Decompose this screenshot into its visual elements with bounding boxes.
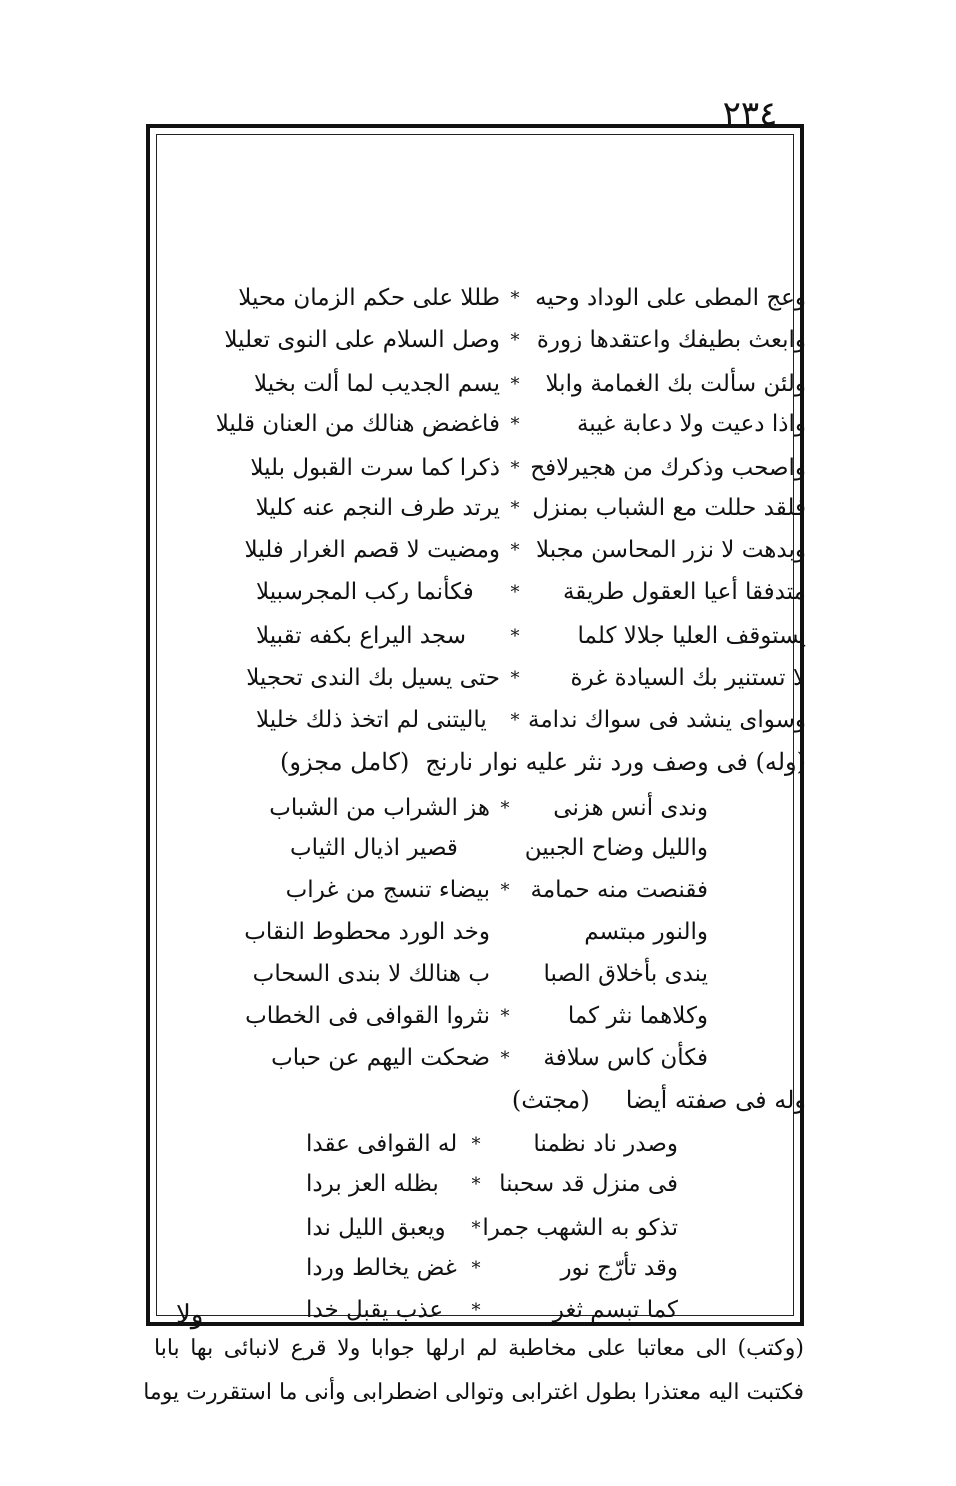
verse-left-hemistich: ضحكت اليهم عن حباب xyxy=(271,1045,490,1071)
verse-left-hemistich: ذكرا كما سرت القبول بليلا xyxy=(250,455,500,481)
prose-line xyxy=(143,1372,804,1412)
section-title: وله فى صفته أيضا xyxy=(625,1086,806,1114)
verse-line xyxy=(150,658,806,698)
verse-right-hemistich: فلقد حللت مع الشباب بمنزل xyxy=(532,495,806,521)
verse-right-hemistich: وابعث بطيفك واعتقدها زورة xyxy=(536,327,806,353)
verse-separator: * xyxy=(510,413,520,435)
verse-line xyxy=(150,912,800,952)
verse-left-hemistich: بيضاء تنسج من غراب xyxy=(285,877,490,903)
verse-separator: * xyxy=(510,287,520,309)
section-title: (وله) فى وصف ورد نثر عليه نوار نارنج xyxy=(425,748,806,776)
verse-right-hemistich: وقد تأرّج نور xyxy=(560,1255,678,1281)
verse-left-hemistich: يرتد طرف النجم عنه كليلا xyxy=(255,495,500,521)
verse-left-hemistich: وخد الورد محطوط النقاب xyxy=(244,919,490,945)
verse-left-hemistich: قصير اذيال الثياب xyxy=(290,835,458,861)
meter-label: (كامل مجزو) xyxy=(280,748,410,776)
verse-line xyxy=(150,1248,800,1288)
verse-line xyxy=(150,278,806,318)
verse-left-hemistich: غض يخالط وردا xyxy=(306,1255,457,1281)
verse-line xyxy=(150,700,806,740)
page-number: ٢٣٤ xyxy=(722,94,778,134)
verse-right-hemistich: متدفقا أعيا العقول طريقة xyxy=(562,579,806,605)
verse-separator: * xyxy=(510,329,520,351)
verse-line xyxy=(150,1290,800,1330)
verse-right-hemistich: وعج المطى على الوداد وحيه xyxy=(535,285,806,311)
prose-line xyxy=(150,1328,804,1368)
verse-left-hemistich: ياليتنى لم اتخذ ذلك خليلا xyxy=(256,707,487,733)
verse-left-hemistich: بظله العز بردا xyxy=(306,1171,439,1197)
verse-separator: * xyxy=(510,457,520,479)
verse-separator: * xyxy=(510,581,520,603)
verse-right-hemistich: فكأن كاس سلافة xyxy=(543,1045,708,1071)
verse-line xyxy=(150,1124,800,1164)
verse-right-hemistich: واذا دعيت ولا دعابة غيبة xyxy=(576,411,806,437)
section-heading xyxy=(150,742,806,782)
verse-separator: * xyxy=(471,1217,481,1239)
verse-left-hemistich: يسم الجديب لما ألت بخيلا xyxy=(254,371,500,397)
verse-line xyxy=(150,1038,800,1078)
verse-left-hemistich: هز الشراب من الشباب xyxy=(269,795,490,821)
verse-line xyxy=(150,1164,800,1204)
verse-right-hemistich: يندى بأخلاق الصبا xyxy=(543,961,708,987)
verse-left-hemistich: له القوافى عقدا xyxy=(306,1131,458,1157)
verse-line xyxy=(150,530,806,570)
verse-left-hemistich: سجد اليراع بكفه تقبيلا xyxy=(256,623,466,649)
page-frame xyxy=(143,124,806,1405)
verse-separator: * xyxy=(500,879,510,901)
verse-right-hemistich: فقنصت منه حمامة xyxy=(530,877,708,903)
verse-right-hemistich: وندى أنس هزنى xyxy=(553,795,708,821)
text-block xyxy=(143,128,806,1405)
verse-right-hemistich: ولئن سألت بك الغمامة وابلا xyxy=(545,371,806,397)
verse-left-hemistich: وصل السلام على النوى تعليلا xyxy=(224,327,500,353)
verse-separator: * xyxy=(510,625,520,647)
verse-right-hemistich: كما تبسم ثغر xyxy=(552,1297,678,1323)
verse-right-hemistich: وسواى ينشد فى سواك ندامة xyxy=(527,707,806,733)
verse-right-hemistich: وبدهت لا نزر المحاسن مجبلا xyxy=(535,537,806,563)
verse-right-hemistich: يستوقف العليا جلالا كلما xyxy=(577,623,806,649)
verse-right-hemistich: وصدر ناد نظمنا xyxy=(533,1131,678,1157)
verse-line xyxy=(150,788,800,828)
verse-line xyxy=(150,870,800,910)
verse-right-hemistich: والليل وضاح الجبين xyxy=(524,835,708,861)
verse-left-hemistich: ومضيت لا قصم الغرار فليلا xyxy=(244,537,500,563)
verse-line xyxy=(150,1208,800,1248)
prose-text: فكتبت اليه معتذرا بطول اغترابى وتوالى اضطرابى وأنى ما استقررت يوما xyxy=(143,1379,804,1405)
verse-right-hemistich: تذكو به الشهب جمرا xyxy=(482,1215,678,1241)
verse-right-hemistich: والنور مبتسم xyxy=(584,919,708,945)
prose-text: (وكتب) الى معاتبا على مخاطبة لم ارلها جوابا ولا قرع لانبائى بها بابا xyxy=(154,1335,804,1361)
verse-left-hemistich: فكأنما ركب المجرسبيلا xyxy=(256,579,474,605)
verse-line xyxy=(150,364,806,404)
verse-separator: * xyxy=(500,1005,510,1027)
verse-line xyxy=(150,954,800,994)
verse-line xyxy=(150,616,806,656)
verse-separator: * xyxy=(510,709,520,731)
verse-left-hemistich: ب هنالك لا بندى السحاب xyxy=(252,961,490,987)
verse-left-hemistich: فاغضض هنالك من العنان قليلا xyxy=(215,411,500,437)
verse-left-hemistich: عذب يقبل خدا xyxy=(306,1297,444,1323)
verse-separator: * xyxy=(510,539,520,561)
verse-separator: * xyxy=(510,497,520,519)
verse-line xyxy=(150,572,806,612)
verse-left-hemistich: نثروا القوافى فى الخطاب xyxy=(245,1003,490,1029)
verse-line xyxy=(150,320,806,360)
verse-line xyxy=(150,488,806,528)
meter-label: (مجتث) xyxy=(511,1086,590,1114)
section-heading xyxy=(150,1080,806,1120)
verse-separator: * xyxy=(500,1047,510,1069)
catchword: ولا xyxy=(176,1300,204,1330)
verse-separator: * xyxy=(471,1133,481,1155)
verse-right-hemistich: لا تستنير بك السيادة غرة xyxy=(570,665,806,691)
verse-line xyxy=(150,996,800,1036)
verse-separator: * xyxy=(471,1173,481,1195)
verse-line xyxy=(150,828,800,868)
verse-separator: * xyxy=(510,373,520,395)
verse-left-hemistich: طللا على حكم الزمان محيلا xyxy=(238,285,500,311)
verse-left-hemistich: ويعبق الليل ندا xyxy=(306,1215,446,1241)
verse-separator: * xyxy=(500,797,510,819)
verse-right-hemistich: وكلاهما نثر كما xyxy=(567,1003,708,1029)
verse-separator: * xyxy=(510,667,520,689)
verse-separator: * xyxy=(471,1299,481,1321)
verse-line xyxy=(150,448,806,488)
verse-line xyxy=(150,404,806,444)
verse-right-hemistich: واصحب وذكرك من هجيرلافح xyxy=(530,455,806,481)
verse-left-hemistich: حتى يسيل بك الندى تحجيلا xyxy=(246,665,500,691)
verse-separator: * xyxy=(471,1257,481,1279)
verse-right-hemistich: فى منزل قد سحبنا xyxy=(499,1171,678,1197)
